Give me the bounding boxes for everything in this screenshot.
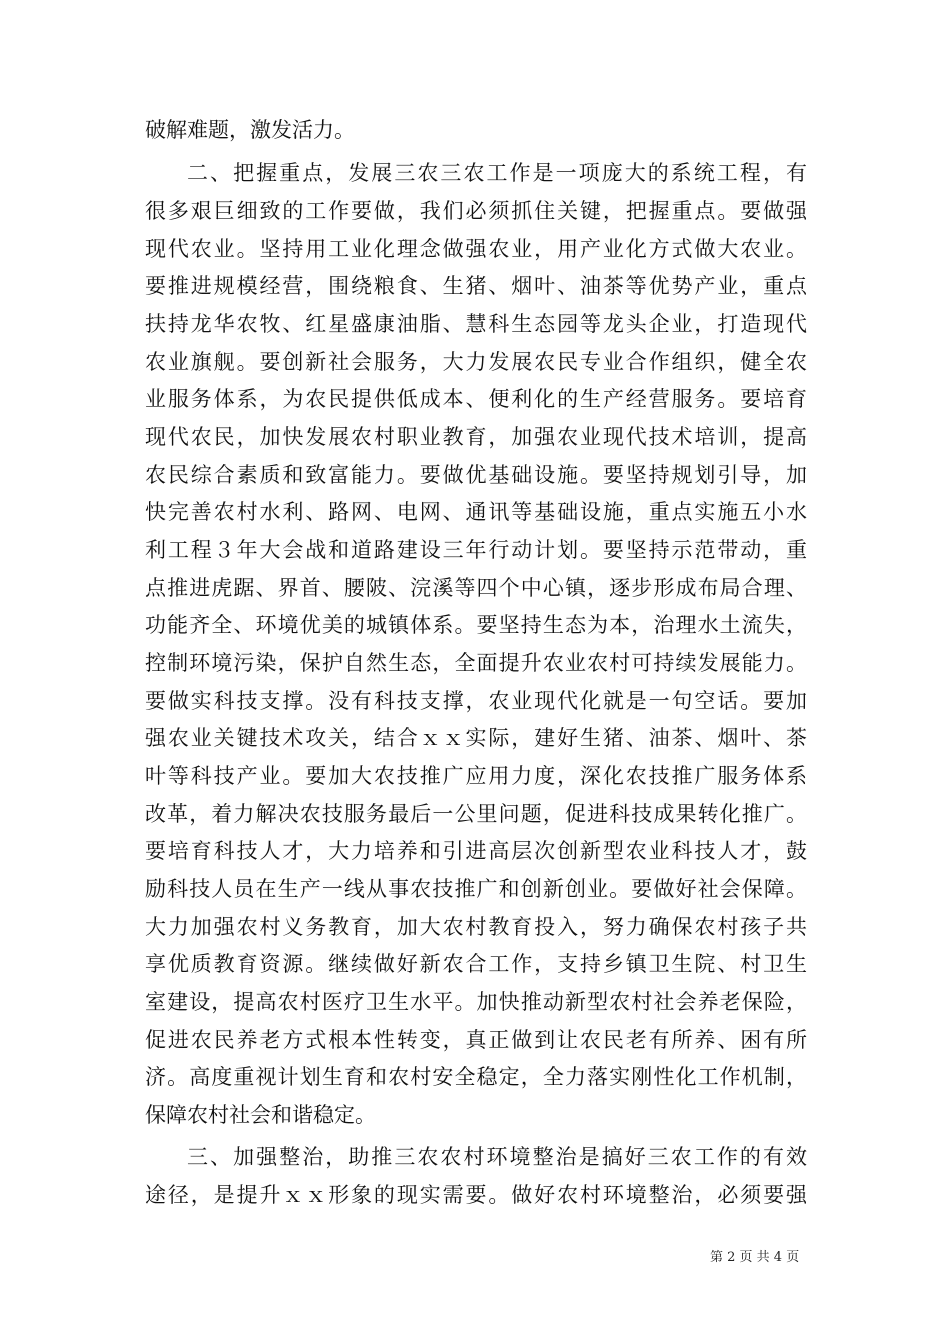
body-line: 控制环境污染，保护自然生态，全面提升农业农村可持续发展能力。 [145,651,807,675]
body-line: 促进农民养老方式根本性转变，真正做到让农民老有所养、困有所 [145,1028,807,1052]
body-line: 快完善农村水利、路网、电网、通讯等基础设施，重点实施五小水 [145,500,807,524]
body-line: 扶持龙华农牧、红星盛康油脂、慧科生态园等龙头企业，打造现代 [145,312,807,336]
body-line: 保障农村社会和谐稳定。 [145,1103,376,1127]
body-line: 强农业关键技术攻关，结合ｘｘ实际，建好生猪、油茶、烟叶、茶 [145,726,807,750]
section-heading-line: 三、加强整治，助推三农农村环境整治是搞好三农工作的有效 [187,1145,807,1169]
body-line: 功能齐全、环境优美的城镇体系。要坚持生态为本，治理水土流失， [145,613,807,637]
body-line: 室建设，提高农村医疗卫生水平。加快推动新型农村社会养老保险， [145,990,807,1014]
body-line: 利工程３年大会战和道路建设三年行动计划。要坚持示范带动，重 [145,538,807,562]
body-line: 农民综合素质和致富能力。要做优基础设施。要坚持规划引导，加 [145,463,807,487]
body-line: 农业旗舰。要创新社会服务，大力发展农民专业合作组织，健全农 [145,350,807,374]
body-line: 要推进规模经营，围绕粮食、生猪、烟叶、油茶等优势产业，重点 [145,274,807,298]
section-heading-line: 二、把握重点，发展三农三农工作是一项庞大的系统工程，有 [187,161,807,185]
body-line: 励科技人员在生产一线从事农技推广和创新创业。要做好社会保障。 [145,877,807,901]
body-line: 要做实科技支撑。没有科技支撑，农业现代化就是一句空话。要加 [145,689,807,713]
body-line: 改革，着力解决农技服务最后一公里问题，促进科技成果转化推广。 [145,802,807,826]
body-line: 现代农民，加快发展农村职业教育，加强农业现代技术培训，提高 [145,425,807,449]
body-line: 破解难题，激发活力。 [145,118,355,142]
body-line: 享优质教育资源。继续做好新农合工作，支持乡镇卫生院、村卫生 [145,952,807,976]
body-line: 济。高度重视计划生育和农村安全稳定，全力落实刚性化工作机制， [145,1065,807,1089]
body-line: 大力加强农村义务教育，加大农村教育投入，努力确保农村孩子共 [145,915,807,939]
body-line: 很多艰巨细致的工作要做，我们必须抓住关键，把握重点。要做强 [145,199,807,223]
body-line: 要培育科技人才，大力培养和引进高层次创新型农业科技人才，鼓 [145,839,807,863]
body-line: 叶等科技产业。要加大农技推广应用力度，深化农技推广服务体系 [145,764,807,788]
page-number: 第 2 页 共 4 页 [710,1250,800,1265]
body-line: 现代农业。坚持用工业化理念做强农业，用产业化方式做大农业。 [145,237,807,261]
body-line: 点推进虎踞、界首、腰陂、浣溪等四个中心镇，逐步形成布局合理、 [145,576,807,600]
body-line: 途径，是提升ｘｘ形象的现实需要。做好农村环境整治，必须要强 [145,1183,807,1207]
body-line: 业服务体系，为农民提供低成本、便利化的生产经营服务。要培育 [145,387,807,411]
